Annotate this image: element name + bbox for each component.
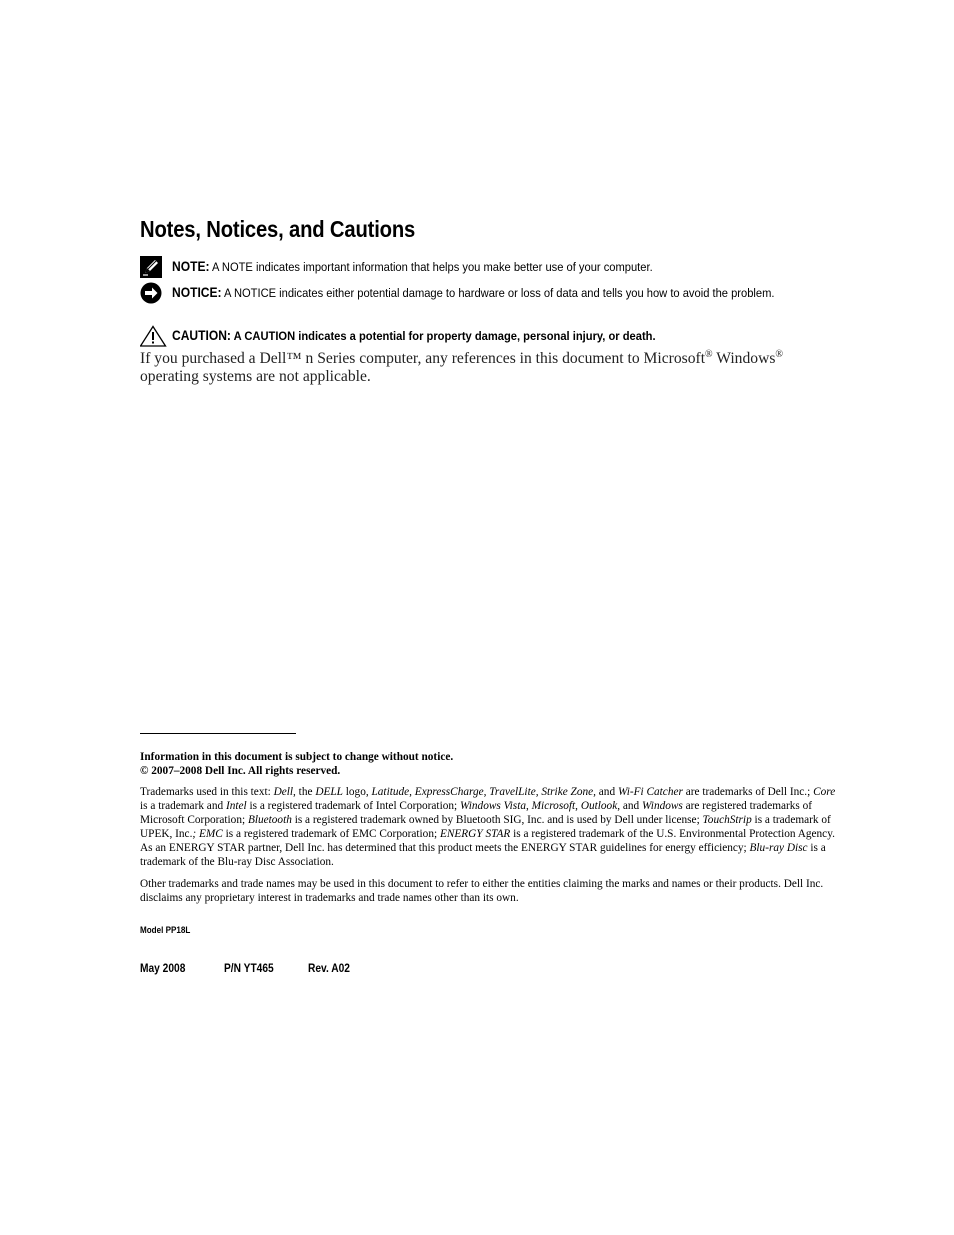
revision: Rev. A02 xyxy=(308,961,350,975)
trademark-name: ENERGY STAR xyxy=(439,828,511,840)
trademark-text: is a registered trademark of EMC Corporation; xyxy=(222,828,440,840)
caution-body: A CAUTION indicates a potential for property damage, personal injury, or death. xyxy=(230,329,656,343)
registered-mark: ® xyxy=(705,349,713,360)
other-trademarks-paragraph: Other trademarks and trade names may be used in this document to refer to either the entities claiming the marks and names or their products. Dell Inc. disclaims any proprietary interest in trademarks and trade names other than its own. xyxy=(140,878,824,904)
trademark-text: is a registered trademark of Intel Corporation; xyxy=(246,800,460,812)
trademark-name: Intel xyxy=(225,800,247,812)
trademark-name: TouchStrip xyxy=(702,814,752,826)
trademark-name: Wi-Fi Catcher xyxy=(617,786,683,798)
change-notice: Information in this document is subject to change without notice. xyxy=(140,751,454,763)
registered-mark: ® xyxy=(775,349,784,360)
note-text xyxy=(172,258,653,276)
note-body: A NOTE indicates important information that helps you make better use of your computer. xyxy=(209,260,653,274)
trademark-name: Microsoft xyxy=(531,800,576,812)
intro-text-3: operating systems are not applicable. xyxy=(140,368,371,385)
caution-label: CAUTION: xyxy=(172,328,231,343)
trademark-name: Windows Vista xyxy=(459,800,526,812)
trademark-text: logo, xyxy=(342,786,372,798)
trademark-name: Blu-ray Disc xyxy=(749,842,808,854)
trademark-text: , xyxy=(575,800,581,812)
trademark-name: Core xyxy=(813,786,836,798)
trademarks-paragraph xyxy=(140,785,842,869)
intro-text-1: If you purchased a Dell™ n Series computer, any references in this document to Microsoft xyxy=(140,350,706,367)
trademark-name: ; EMC xyxy=(192,828,223,840)
model-number: Model PP18L xyxy=(140,925,191,936)
caution-text xyxy=(172,327,656,345)
notice-arrow-icon xyxy=(140,282,164,304)
footnote-divider xyxy=(140,733,296,734)
trademark-text: is a trademark of the Blu-ray Disc Association. xyxy=(140,842,826,868)
part-number: P/N YT465 xyxy=(224,961,274,975)
trademark-name: Outlook xyxy=(580,800,618,812)
intro-paragraph xyxy=(140,350,820,386)
trademark-text: , the xyxy=(293,786,316,798)
trademark-text: is a registered trademark of the U.S. Environmental Protection Agency. As an ENERGY STAR partner, Dell Inc. has determined that this product meets the ENERGY STAR guidelines for energy efficiency; xyxy=(140,828,835,854)
notice-text xyxy=(172,284,813,302)
trademark-text: Trademarks used in this text: xyxy=(140,786,274,798)
copyright: © 2007–2008 Dell Inc. All rights reserved. xyxy=(140,765,341,777)
trademark-text: is a trademark and xyxy=(140,800,226,812)
trademark-text: , xyxy=(525,800,532,812)
notice-label: NOTICE: xyxy=(172,285,222,300)
trademark-text: and xyxy=(595,786,618,798)
notice-body: A NOTICE indicates either potential damage to hardware or loss of data and tells you how to avoid the problem. xyxy=(221,286,775,300)
caution-triangle-icon xyxy=(140,325,168,347)
note-pencil-icon xyxy=(140,256,164,278)
trademark-name: Latitude, ExpressCharge, TravelLite, Strike Zone, xyxy=(371,786,596,798)
trademark-text: is a registered trademark owned by Bluetooth SIG, Inc. and is used by Dell under license; xyxy=(291,814,703,826)
trademark-text: are registered trademarks of Microsoft Corporation; xyxy=(140,800,813,826)
note-label: NOTE: xyxy=(172,259,210,274)
document-date: May 2008 xyxy=(140,961,186,975)
trademark-name: Bluetooth xyxy=(247,814,292,826)
intro-text-2: Windows xyxy=(712,350,776,367)
trademark-name: Windows xyxy=(642,800,683,812)
trademark-text: , and xyxy=(617,800,643,812)
trademark-name: DELL xyxy=(315,786,343,798)
trademark-text: is a trademark of UPEK, Inc. xyxy=(140,814,831,840)
trademark-name: Dell xyxy=(273,786,294,798)
page-title: Notes, Notices, and Cautions xyxy=(140,216,416,242)
trademark-text: are trademarks of Dell Inc.; xyxy=(682,786,814,798)
legal-header xyxy=(140,750,842,778)
